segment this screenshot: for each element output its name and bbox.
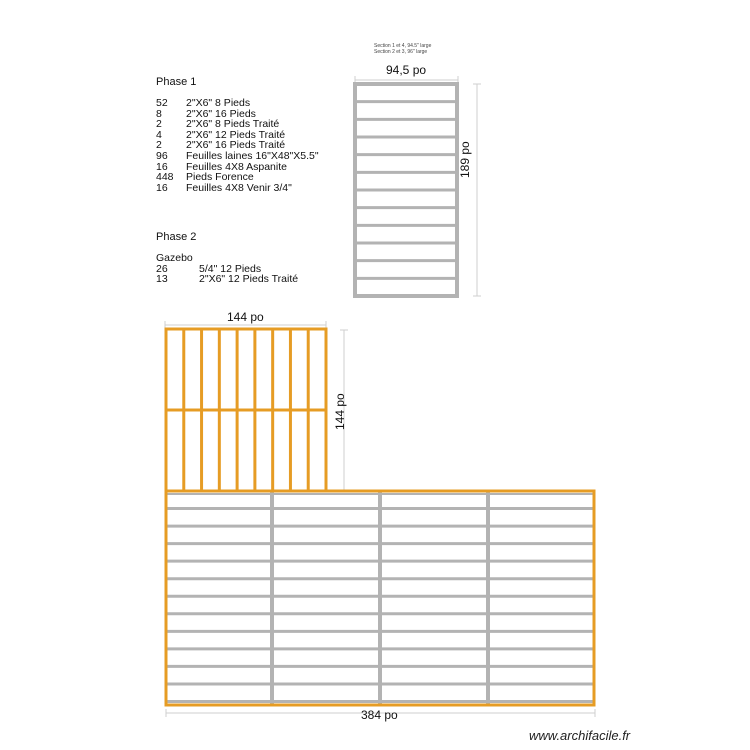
phase1-item-desc: 2"X6" 16 Pieds (186, 107, 256, 120)
phase1-item-qty: 16 (156, 160, 168, 173)
phase1-item-desc: Feuilles laines 16"X48"X5.5" (186, 149, 319, 162)
phase2-item-desc: 2"X6" 12 Pieds Traité (199, 273, 299, 286)
phase2-list (156, 231, 298, 285)
deck-width-label: 384 po (361, 708, 398, 722)
watermark: www.archifacile.fr (529, 728, 631, 743)
section-notes (374, 43, 431, 55)
top-frame (355, 84, 457, 296)
top-height-label: 189 po (458, 141, 472, 178)
section-note-2: Section 2 et 3, 96" large (374, 49, 428, 55)
phase1-title: Phase 1 (156, 76, 197, 88)
phase1-rows (156, 98, 319, 193)
phase1-item-desc: Feuilles 4X8 Venir 3/4" (186, 181, 292, 194)
phase1-item-qty: 2 (156, 139, 162, 152)
phase2-item-qty: 13 (156, 273, 168, 286)
deck-frame (166, 491, 594, 705)
gazebo-height-label: 144 po (333, 393, 347, 430)
phase1-item-qty: 2 (156, 118, 162, 131)
phase1-item-desc: Pieds Forence (186, 171, 254, 184)
gazebo-frame (166, 329, 326, 491)
phase2-item-qty: 26 (156, 262, 168, 275)
phase2-subtitle: Gazebo (156, 252, 193, 264)
phase2-title: Phase 2 (156, 231, 197, 243)
gazebo-width-label: 144 po (227, 310, 264, 324)
phase1-item-desc: 2"X6" 8 Pieds (186, 97, 251, 109)
phase1-item-qty: 52 (156, 97, 168, 109)
phase2-rows (156, 264, 298, 285)
phase1-item-desc: Feuilles 4X8 Aspanite (186, 160, 287, 173)
phase1-item (156, 183, 319, 194)
phase1-item-qty: 448 (156, 171, 174, 184)
phase1-list (156, 76, 319, 193)
phase1-item-desc: 2"X6" 16 Pieds Traité (186, 139, 286, 152)
phase1-item-qty: 16 (156, 181, 168, 194)
phase2-item (156, 274, 298, 285)
top-width-label: 94,5 po (386, 63, 427, 77)
section-note-1: Section 1 et 4, 94.5" large (374, 43, 432, 49)
phase1-item-qty: 4 (156, 128, 162, 141)
phase1-item-qty: 8 (156, 107, 162, 120)
phase1-item-desc: 2"X6" 12 Pieds Traité (186, 128, 286, 141)
phase1-item-desc: 2"X6" 8 Pieds Traité (186, 118, 280, 131)
phase2-item-desc: 5/4" 12 Pieds (199, 262, 262, 275)
phase1-item-qty: 96 (156, 149, 168, 162)
